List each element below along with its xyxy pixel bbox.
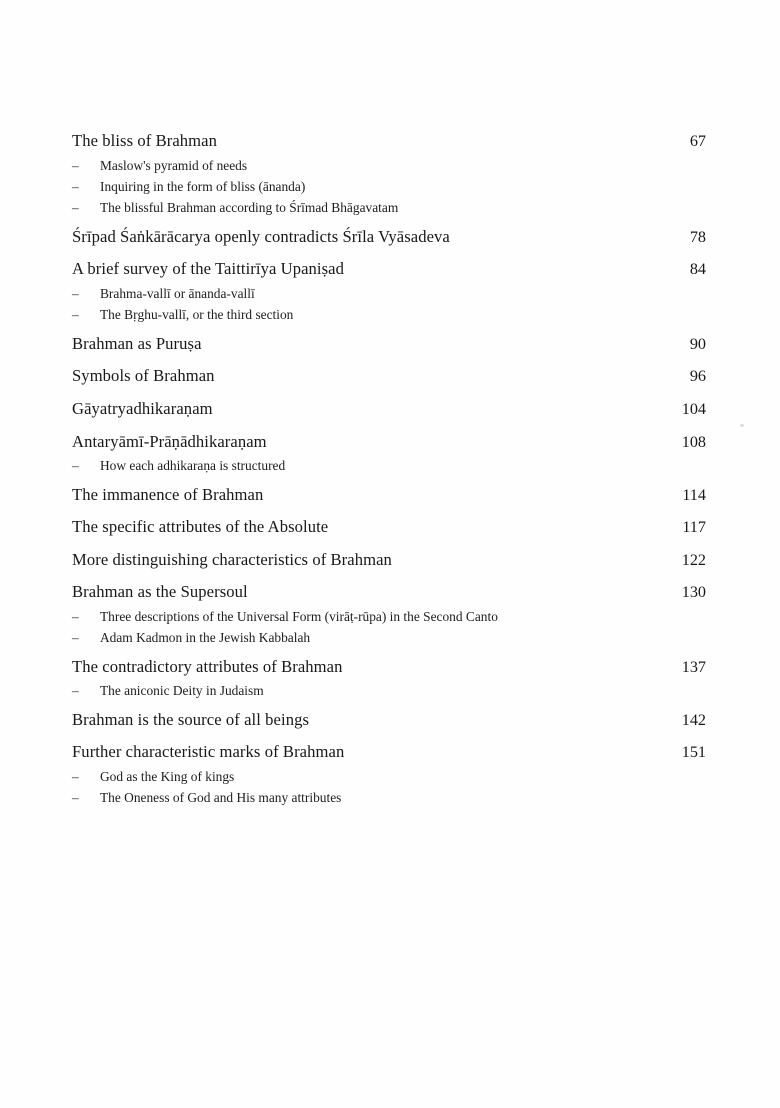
toc-entry-row[interactable] <box>72 584 706 601</box>
toc-entry <box>72 368 706 385</box>
toc-entry <box>72 333 706 353</box>
dash-icon: – <box>72 286 79 301</box>
toc-entry-title: The contradictory attributes of Brahman <box>72 656 343 676</box>
toc-entry-row[interactable] <box>72 709 706 729</box>
dash-icon: – <box>72 608 79 624</box>
toc-subitem-label: Adam Kadmon in the Jewish Kabbalah <box>100 630 311 646</box>
toc-subitem-label: God as the King of kings <box>100 768 235 784</box>
toc-entry-page-number: 96 <box>689 367 706 386</box>
toc-subitem-list <box>72 610 706 645</box>
toc-entry-title: Brahman as Puruṣa <box>72 333 202 353</box>
toc-subitem-label: Brahma-vallī or ānanda-vallī <box>100 286 255 301</box>
table-of-contents <box>72 133 706 819</box>
toc-entry <box>72 484 706 504</box>
toc-entry <box>72 584 706 644</box>
toc-subitem[interactable] <box>72 770 706 783</box>
toc-entry <box>72 549 706 569</box>
toc-entry-page-number: 84 <box>689 260 706 279</box>
toc-entry-title: Further characteristic marks of Brahman <box>72 742 345 762</box>
dash-icon: – <box>72 179 79 194</box>
toc-entry-page-number: 108 <box>681 432 706 451</box>
toc-entry-page-number: 114 <box>682 485 706 504</box>
toc-entry-title: Gāyatryadhikaraṇam <box>72 399 213 418</box>
toc-subitem-label: The aniconic Deity in Judaism <box>100 683 264 699</box>
scan-speck <box>740 424 744 427</box>
toc-entry-row[interactable] <box>72 333 706 353</box>
toc-subitem[interactable] <box>72 684 706 697</box>
dash-icon: – <box>72 200 79 216</box>
toc-entry-page-number: 151 <box>681 743 706 762</box>
dash-icon: – <box>72 630 79 646</box>
toc-entry <box>72 401 706 418</box>
toc-entry <box>72 431 706 474</box>
toc-entry-title: More distinguishing characteristics of Brahman <box>72 549 392 569</box>
toc-entry-page-number: 137 <box>681 657 706 676</box>
dash-icon: – <box>72 790 79 806</box>
toc-subitem-label: How each adhikaraṇa is structured <box>100 458 286 474</box>
toc-entry <box>72 744 706 804</box>
toc-subitem-label: The Oneness of God and His many attributes <box>100 790 342 806</box>
toc-entry-title: The immanence of Brahman <box>72 484 264 504</box>
toc-entry <box>72 519 706 536</box>
toc-entry-page-number: 142 <box>681 710 706 729</box>
toc-subitem[interactable] <box>72 791 706 804</box>
toc-subitem-label: The blissful Brahman according to Śrīmad Bhāgavatam <box>100 200 399 216</box>
toc-subitem[interactable] <box>72 308 706 321</box>
toc-subitem-label: Maslow's pyramid of needs <box>100 157 248 173</box>
toc-entry-row[interactable] <box>72 549 706 569</box>
toc-entry-row[interactable] <box>72 368 706 385</box>
toc-entry-page-number: 67 <box>689 132 706 150</box>
toc-entry-page-number: 130 <box>681 583 706 602</box>
dash-icon: – <box>72 683 79 699</box>
toc-subitem-list <box>72 459 706 472</box>
toc-entry-row[interactable] <box>72 261 706 278</box>
toc-entry-title: The bliss of Brahman <box>72 131 217 150</box>
toc-entry-row[interactable] <box>72 656 706 676</box>
toc-entry <box>72 709 706 729</box>
toc-entry-page-number: 122 <box>681 550 706 569</box>
toc-subitem[interactable] <box>72 180 706 193</box>
toc-subitem[interactable] <box>72 459 706 472</box>
toc-subitem-label: Inquiring in the form of bliss (ānanda) <box>100 179 306 194</box>
toc-entry <box>72 226 706 246</box>
toc-entry-title: Symbols of Brahman <box>72 366 215 386</box>
toc-entry-row[interactable] <box>72 744 706 761</box>
toc-entry-title: A brief survey of the Taittirīya Upaniṣad <box>72 259 344 279</box>
toc-subitem-list <box>72 770 706 805</box>
toc-subitem[interactable] <box>72 631 706 644</box>
toc-entry <box>72 656 706 699</box>
toc-subitem-list <box>72 287 706 322</box>
toc-subitem[interactable] <box>72 159 706 172</box>
toc-entry-row[interactable] <box>72 133 706 150</box>
toc-subitem[interactable] <box>72 287 706 300</box>
dash-icon: – <box>72 768 79 784</box>
dash-icon: – <box>72 307 79 323</box>
toc-entry-page-number: 104 <box>681 400 706 418</box>
toc-entry-row[interactable] <box>72 484 706 504</box>
dash-icon: – <box>72 458 79 474</box>
toc-entry-row[interactable] <box>72 401 706 418</box>
toc-subitem-label: Three descriptions of the Universal Form (virāṭ-rūpa) in the Second Canto <box>100 608 498 624</box>
toc-subitem-label: The Bṛghu-vallī, or the third section <box>100 307 294 323</box>
dash-icon: – <box>72 157 79 173</box>
toc-entry-page-number: 90 <box>689 334 706 353</box>
toc-entry <box>72 133 706 215</box>
toc-entry <box>72 261 706 321</box>
toc-entry-title: Brahman is the source of all beings <box>72 709 309 729</box>
toc-entry-page-number: 117 <box>682 518 706 537</box>
toc-entry-row[interactable] <box>72 431 706 451</box>
toc-entry-page-number: 78 <box>689 227 706 246</box>
toc-entry-title: Brahman as the Supersoul <box>72 582 248 602</box>
toc-subitem[interactable] <box>72 201 706 214</box>
toc-entry-row[interactable] <box>72 226 706 246</box>
toc-entry-row[interactable] <box>72 519 706 536</box>
toc-entry-title: Śrīpad Śaṅkārācarya openly contradicts Śrīla Vyāsadeva <box>72 226 450 246</box>
toc-entry-title: The specific attributes of the Absolute <box>72 517 329 537</box>
toc-entry-title: Antaryāmī-Prāṇādhikaraṇam <box>72 431 267 451</box>
toc-subitem-list <box>72 159 706 215</box>
toc-subitem[interactable] <box>72 610 706 623</box>
toc-subitem-list <box>72 684 706 697</box>
